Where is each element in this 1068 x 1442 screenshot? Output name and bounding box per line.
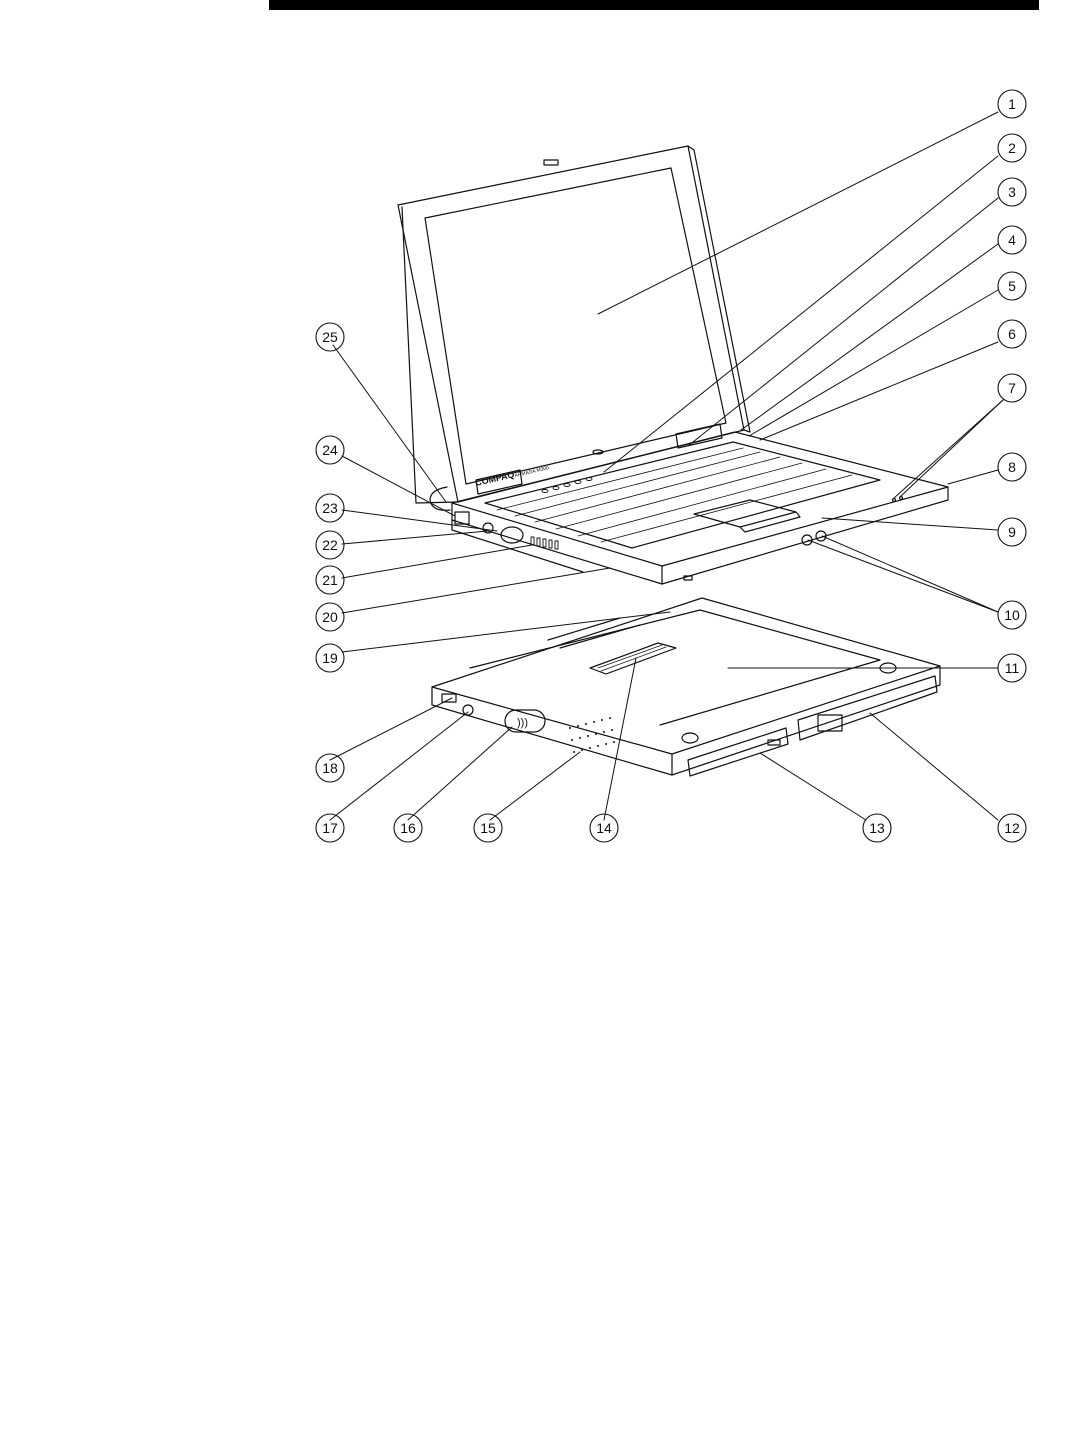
callout-16 [394, 814, 422, 842]
callout-15 [474, 814, 502, 842]
callout-13 [863, 814, 891, 842]
callout-18 [316, 754, 344, 782]
infrared-port [501, 527, 523, 543]
callout-21 [316, 566, 344, 594]
callout-label-14: 14 [596, 820, 612, 836]
open-laptop-drawing [398, 146, 948, 584]
display-latch [544, 160, 558, 165]
callout-label-15: 15 [480, 820, 496, 836]
callout-9 [998, 518, 1026, 546]
callout-6 [998, 320, 1026, 348]
callout-label-21: 21 [322, 572, 338, 588]
callout-2 [998, 134, 1026, 162]
laptop-underside-drawing [432, 598, 940, 776]
callout-label-7: 7 [1008, 380, 1016, 396]
callout-label-19: 19 [322, 650, 338, 666]
callout-label-24: 24 [322, 442, 338, 458]
callout-5 [998, 272, 1026, 300]
side-port [455, 512, 469, 524]
callout-label-8: 8 [1008, 459, 1016, 475]
callout-8 [998, 453, 1026, 481]
callout-label-1: 1 [1008, 96, 1016, 112]
callout-1 [998, 90, 1026, 118]
callout-3 [998, 178, 1026, 206]
callout-label-20: 20 [322, 609, 338, 625]
speaker-grille [569, 717, 615, 753]
callout-17 [316, 814, 344, 842]
leader-lines [330, 112, 1003, 820]
callout-label-12: 12 [1004, 820, 1020, 836]
model-label: ARMADA M300 [514, 465, 550, 479]
callout-label-2: 2 [1008, 140, 1016, 156]
callout-11 [998, 654, 1026, 682]
callout-label-18: 18 [322, 760, 338, 776]
callout-12 [998, 814, 1026, 842]
callout-label-13: 13 [869, 820, 885, 836]
callout-7 [998, 374, 1026, 402]
callout-label-6: 6 [1008, 326, 1016, 342]
callout-10 [998, 601, 1026, 629]
callout-label-4: 4 [1008, 232, 1016, 248]
display-lid [398, 146, 744, 502]
callout-4 [998, 226, 1026, 254]
callout-25 [316, 323, 344, 351]
vents [531, 537, 558, 549]
callout-label-25: 25 [322, 329, 338, 345]
display-screen [425, 168, 726, 484]
easy-access-buttons [542, 478, 592, 493]
callout-24 [316, 436, 344, 464]
svg-text:))): ))) [517, 717, 528, 729]
callout-label-11: 11 [1004, 660, 1020, 676]
callout-label-16: 16 [400, 820, 416, 836]
brand-logo: COMPAQ [474, 469, 516, 488]
callout-23 [316, 494, 344, 522]
callout-label-17: 17 [322, 820, 338, 836]
usb-port [442, 694, 456, 702]
callout-label-10: 10 [1004, 607, 1020, 623]
callout-label-9: 9 [1008, 524, 1016, 540]
diskette-drive [688, 728, 788, 776]
dc-jack [463, 705, 473, 715]
callout-22 [316, 531, 344, 559]
docking-connector [590, 643, 676, 674]
callout-20 [316, 603, 344, 631]
callout-19 [316, 644, 344, 672]
callout-label-23: 23 [322, 500, 338, 516]
callout-label-22: 22 [322, 537, 338, 553]
callout-label-3: 3 [1008, 184, 1016, 200]
callout-label-5: 5 [1008, 278, 1016, 294]
